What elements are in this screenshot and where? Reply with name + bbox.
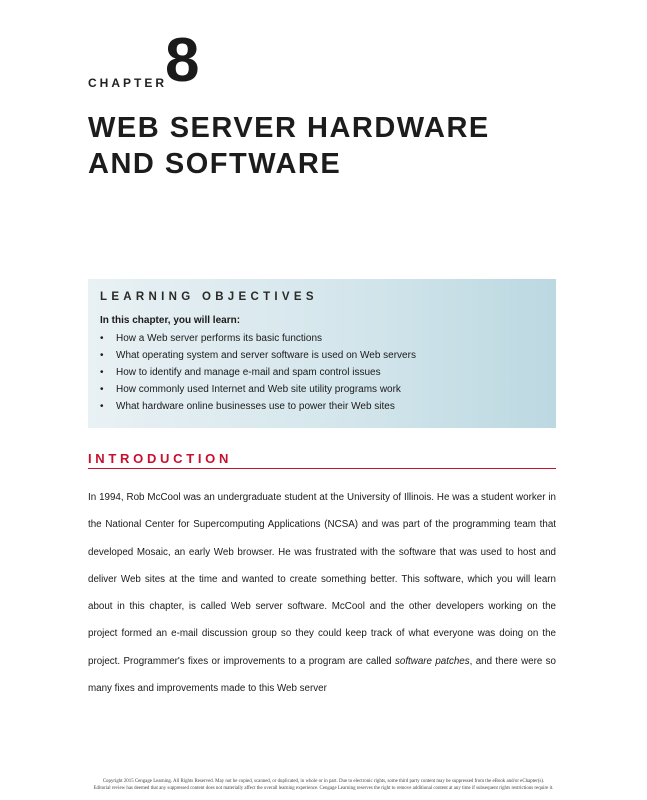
footer-line-1: Copyright 2015 Cengage Learning. All Rights Reserved. May not be copied, scanned, or duplicated, in whole or in part. Due to electronic rights, some third party content may be suppressed from the eBook and/or eChapter(s). (102, 779, 545, 784)
objectives-list (100, 330, 544, 415)
bullet-icon: • (100, 367, 104, 378)
bullet-icon: • (100, 350, 104, 361)
chapter-title (88, 110, 490, 182)
objective-text: How a Web server performs its basic functions (116, 333, 323, 344)
learning-objectives-box (88, 279, 556, 428)
objective-item (100, 330, 544, 347)
chapter-number: 8 (165, 26, 200, 95)
objective-item (100, 364, 544, 381)
objective-text: How to identify and manage e-mail and spam control issues (116, 367, 381, 378)
bullet-icon: • (100, 384, 104, 395)
objective-text: How commonly used Internet and Web site utility programs work (116, 384, 401, 395)
introduction-heading: INTRODUCTION (88, 451, 556, 469)
paragraph-emphasis: software patches (394, 655, 470, 667)
chapter-label: CHAPTER (88, 76, 168, 90)
paragraph-text-end: , and there were so many fixes and improvements made to this Web server (88, 655, 556, 695)
footer-line-2: Editorial review has deemed that any suppressed content does not materially affect the overall learning experience. Cengage Learning reserves the right to remove additional content at any time if subsequent rights restrictions require it. (93, 786, 554, 791)
objective-text: What hardware online businesses use to power their Web sites (116, 401, 395, 412)
objective-item (100, 347, 544, 364)
objective-item (100, 398, 544, 415)
paragraph-text-start: In 1994, Rob McCool was an undergraduate student at the University of Illinois. He was a student worker in the National Center for Supercomputing Applications (NCSA) and was part of the programming team that developed Mosaic, an early Web browser. He was frustrated with the software that was used to host and deliver Web sites at the time and wanted to create something better. This software, which you will learn about in this chapter, is called Web server software. McCool and the other developers working on the project formed an e-mail discussion group so they could keep track of what everyone was doing on the project. Programmer's fixes or improvements to a program are called (88, 492, 556, 667)
chapter-title-line-2: AND SOFTWARE (88, 148, 342, 180)
objectives-intro: In this chapter, you will learn: (100, 315, 241, 326)
copyright-footer (0, 778, 647, 792)
objective-item (100, 381, 544, 398)
bullet-icon: • (100, 333, 104, 344)
chapter-title-line-1: WEB SERVER HARDWARE (88, 112, 490, 144)
bullet-icon: • (100, 401, 104, 412)
introduction-paragraph (88, 484, 556, 702)
objective-text: What operating system and server software is used on Web servers (116, 350, 416, 361)
objectives-heading: LEARNING OBJECTIVES (100, 291, 318, 303)
